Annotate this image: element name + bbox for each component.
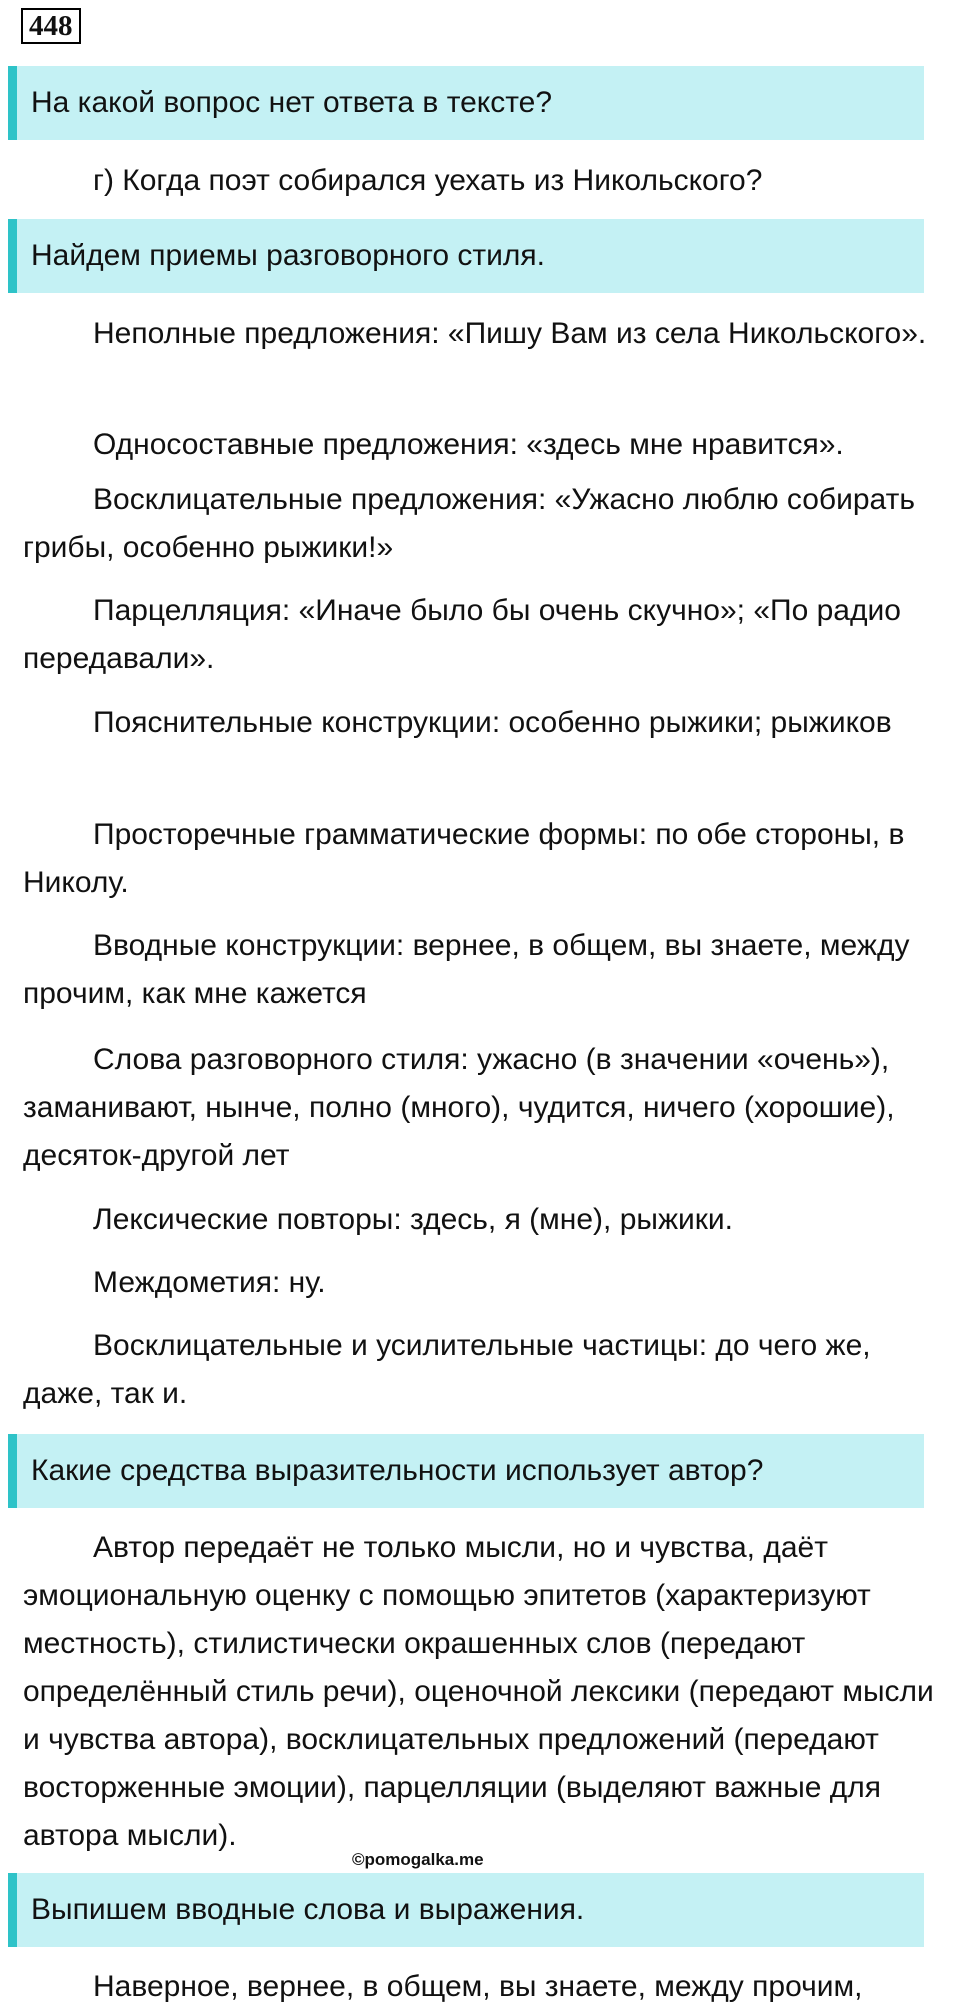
answer-paragraph: Междометия: ну.: [93, 1266, 326, 1299]
task-number: 448: [21, 8, 81, 44]
answer-paragraph: Парцелляция: «Иначе было бы очень скучно»; «По радио передавали».: [23, 594, 901, 675]
question-text: Выпишем вводные слова и выражения.: [31, 1893, 585, 1926]
answer-paragraph: Просторечные грамматические формы: по обе стороны, в Николу.: [23, 818, 905, 899]
question-text: На какой вопрос нет ответа в тексте?: [31, 86, 553, 119]
question-bar: [8, 1873, 924, 1947]
answer-paragraph: Восклицательные предложения: «Ужасно люблю собирать грибы, особенно рыжики!»: [23, 483, 915, 564]
question-bar: [8, 1434, 924, 1508]
answer-paragraph: Вводные конструкции: вернее, в общем, вы знаете, между прочим, как мне кажется: [23, 929, 910, 1010]
question-bar: [8, 66, 924, 140]
question-bar: [8, 219, 924, 293]
answer-paragraph: Наверное, вернее, в общем, вы знаете, между прочим,: [93, 1970, 863, 2003]
answer-paragraph: Лексические повторы: здесь, я (мне), рыжики.: [93, 1203, 734, 1236]
answer-paragraph: Неполные предложения: «Пишу Вам из села Никольского».: [93, 317, 927, 350]
answer-paragraph: Пояснительные конструкции: особенно рыжики; рыжиков: [93, 706, 892, 739]
answer-paragraph: Односоставные предложения: «здесь мне нравится».: [93, 428, 844, 461]
question-text: Какие средства выразительности использует автор?: [31, 1454, 764, 1487]
answer-paragraph: Автор передаёт не только мысли, но и чувства, даёт эмоциональную оценку с помощью эпитетов (характеризуют местность), стилистически окрашенных слов (передают определённый стиль речи), оценочной лексики (передают мысли и чувства автора), восклицательных предложений (передают восторженные эмоции), парцелляции (выделяют важные для автора мысли).: [23, 1531, 934, 1852]
answer-paragraph: Слова разговорного стиля: ужасно (в значении «очень»), заманивают, нынче, полно (много), чудится, ничего (хорошие), десяток-другой лет: [23, 1043, 895, 1172]
question-text: Найдем приемы разговорного стиля.: [31, 239, 546, 272]
watermark: ©pomogalka.me: [352, 1850, 484, 1869]
answer-paragraph: Восклицательные и усилительные частицы: до чего же, даже, так и.: [23, 1329, 871, 1410]
answer-paragraph: г) Когда поэт собирался уехать из Никольского?: [93, 164, 763, 197]
